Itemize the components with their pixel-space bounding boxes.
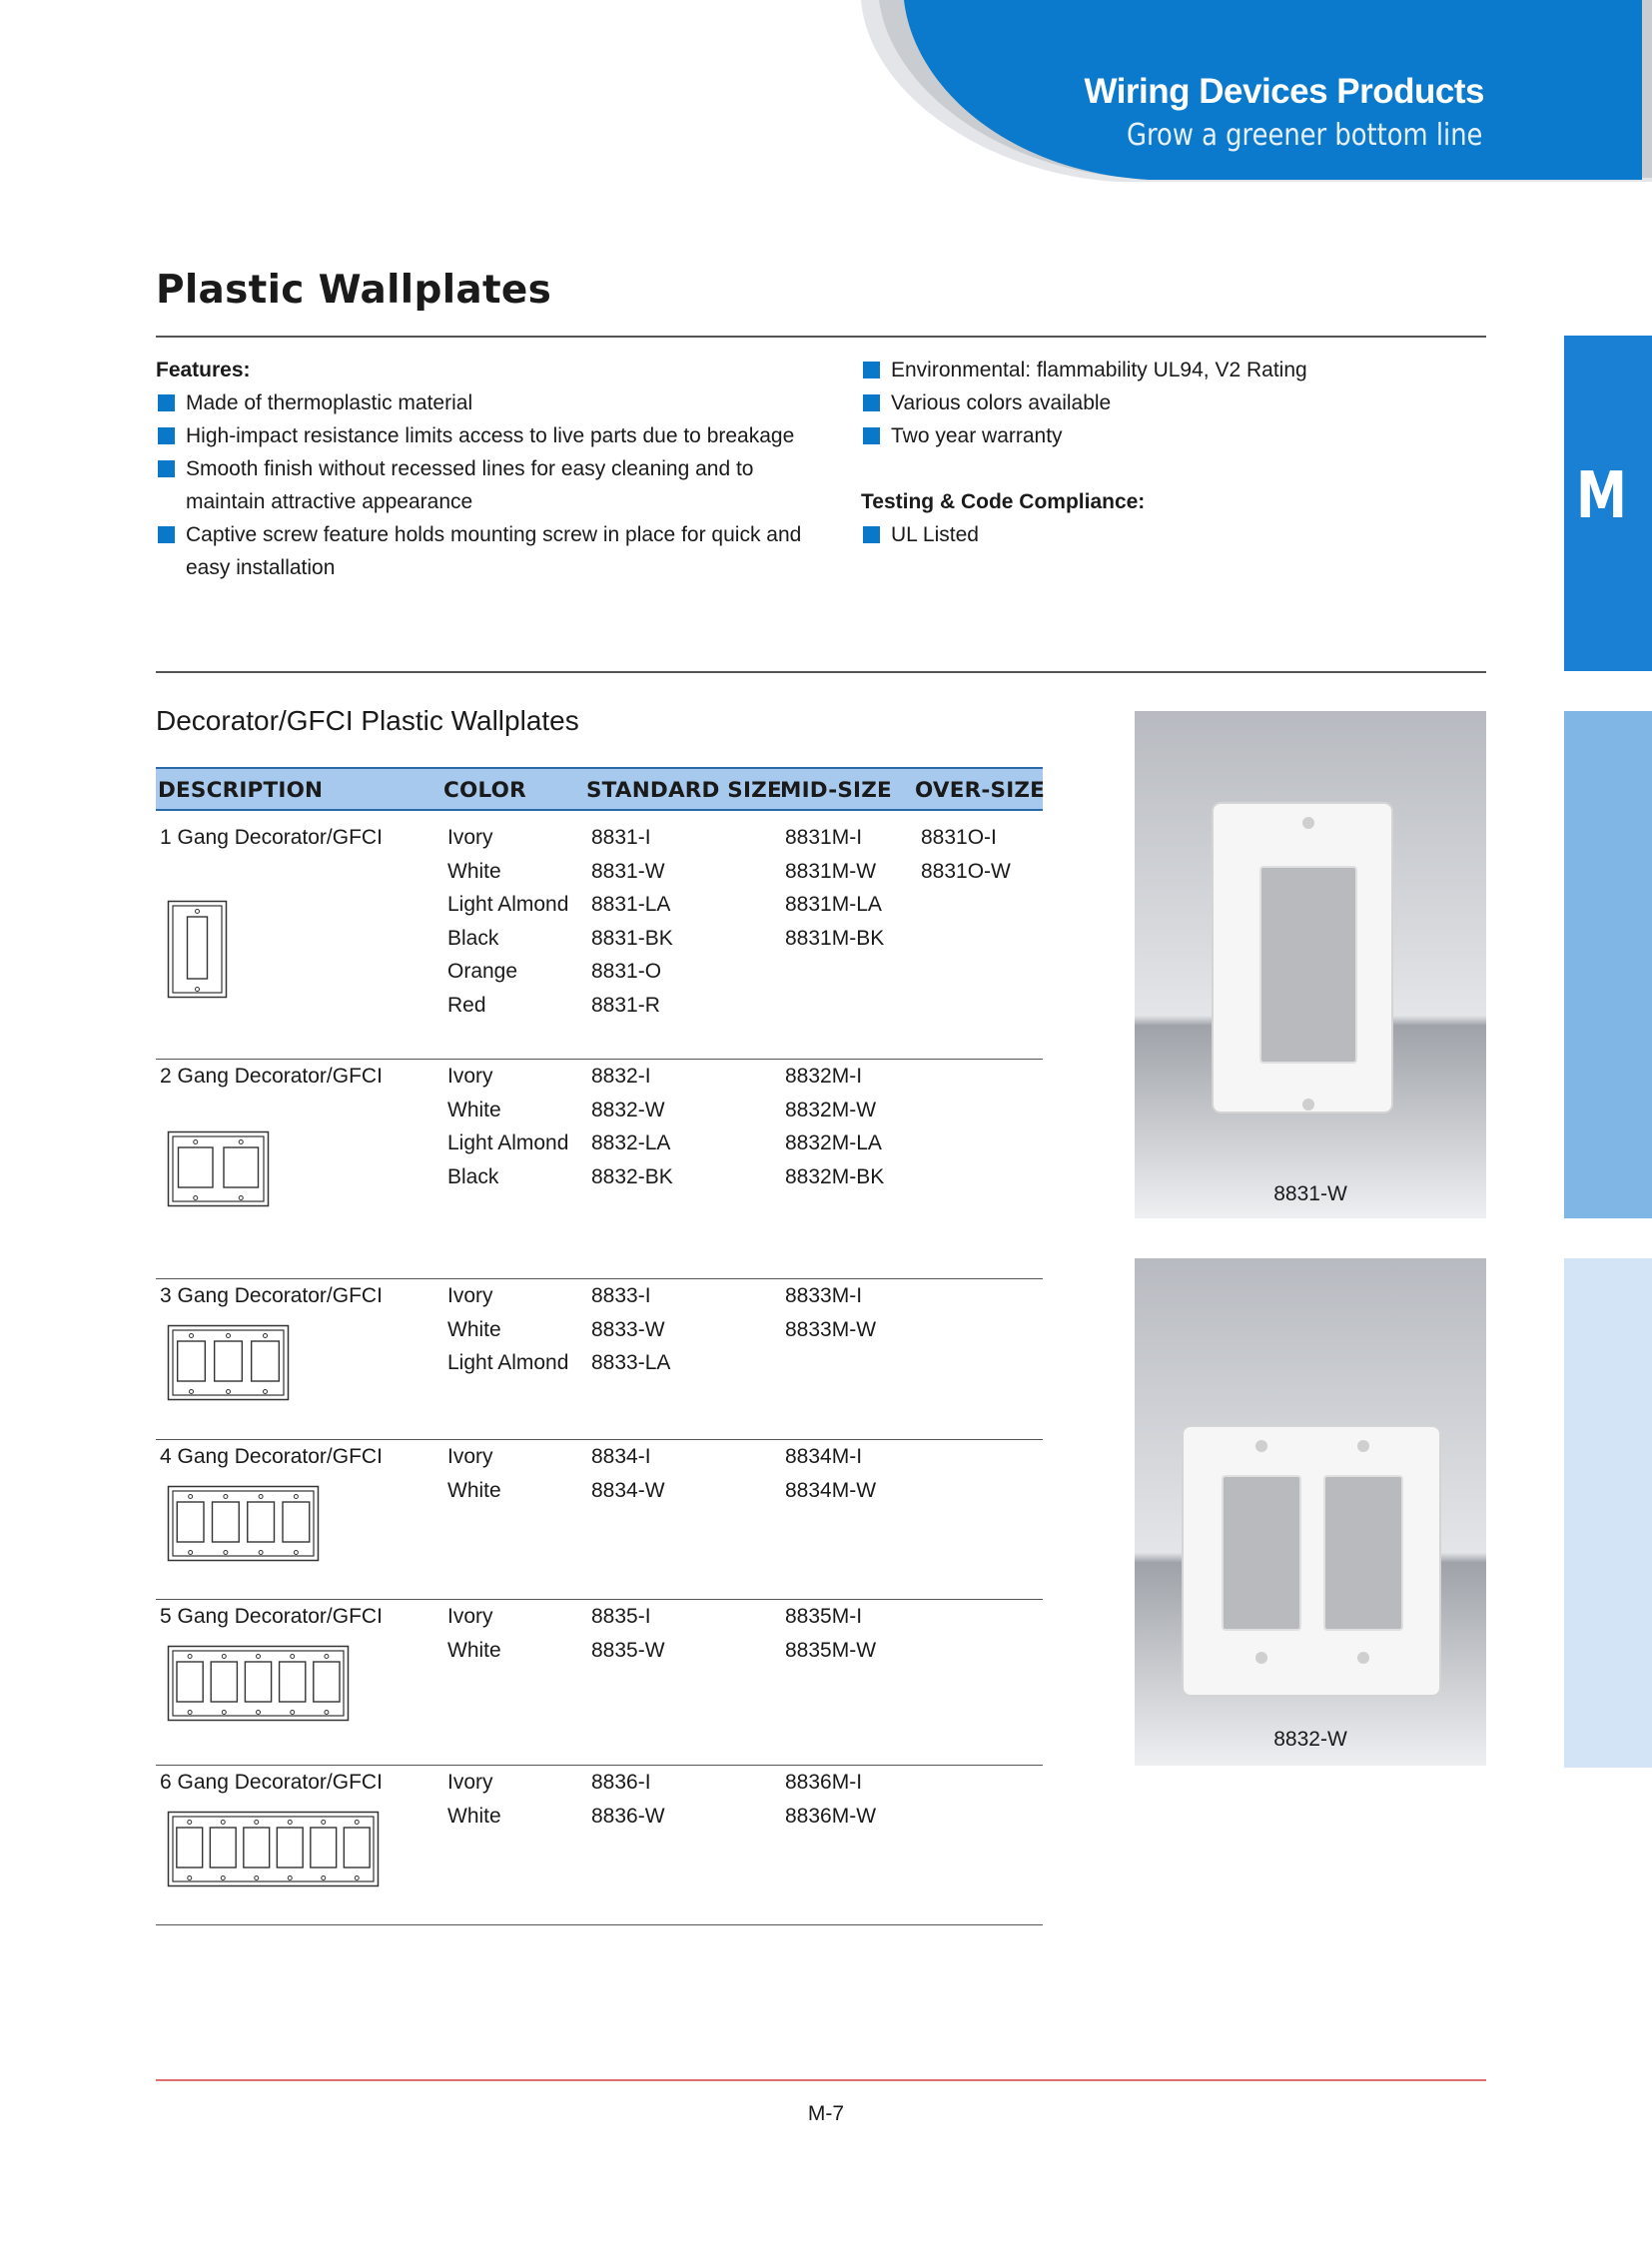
feature-item xyxy=(156,518,815,584)
row-divider xyxy=(156,1059,1043,1060)
header-title: Wiring Devices Products xyxy=(1084,72,1484,111)
cell-standard: 8831-LA xyxy=(591,893,671,916)
table-header xyxy=(156,767,1046,811)
feature-item xyxy=(156,419,815,452)
cell-mid: 8835M-W xyxy=(785,1638,877,1662)
cell-over: 8831O-W xyxy=(921,859,1011,883)
cell-mid: 8832M-I xyxy=(785,1065,863,1088)
features-right xyxy=(861,354,1480,551)
photo-caption-2: 8832-W xyxy=(1273,1728,1347,1751)
cell-mid: 8832M-W xyxy=(785,1098,877,1121)
cell-color: Orange xyxy=(447,960,518,983)
cell-color: Light Almond xyxy=(447,1131,569,1154)
bullet-square-icon xyxy=(863,427,880,444)
row-description: 6 Gang Decorator/GFCI xyxy=(160,1771,383,1794)
feature-item xyxy=(861,419,1480,452)
photo-caption-1: 8831-W xyxy=(1273,1182,1347,1205)
cell-standard: 8834-I xyxy=(591,1445,651,1468)
footer-rule xyxy=(156,2079,1486,2081)
cell-color: Black xyxy=(447,926,499,950)
cell-over: 8831O-I xyxy=(921,826,997,849)
bullet-square-icon xyxy=(158,394,175,411)
bullet-square-icon xyxy=(158,526,175,543)
compliance-heading: Testing & Code Compliance: xyxy=(861,490,1146,513)
features-heading: Features: xyxy=(156,359,251,381)
cell-standard: 8836-I xyxy=(591,1771,651,1794)
page-title: Plastic Wallplates xyxy=(156,268,552,313)
cell-color: Ivory xyxy=(447,1445,493,1468)
cell-mid: 8832M-LA xyxy=(785,1131,882,1154)
features-divider xyxy=(156,671,1486,673)
cell-color: Ivory xyxy=(447,1284,493,1307)
cell-mid: 8836M-W xyxy=(785,1804,877,1828)
cell-standard: 8835-W xyxy=(591,1638,665,1662)
cell-color: White xyxy=(447,1638,501,1662)
cell-standard: 8831-W xyxy=(591,859,665,883)
cell-standard: 8833-LA xyxy=(591,1351,671,1374)
feature-text: High-impact resistance limits access to live parts due to breakage xyxy=(186,424,795,447)
cell-color: Light Almond xyxy=(447,1351,569,1374)
bullet-square-icon xyxy=(158,460,175,477)
row-divider xyxy=(156,1278,1043,1279)
feature-item xyxy=(156,386,815,419)
feature-item xyxy=(861,354,1480,386)
row-description: 3 Gang Decorator/GFCI xyxy=(160,1284,383,1307)
header-color: COLOR xyxy=(443,778,526,803)
cell-color: Red xyxy=(447,993,486,1017)
row-description: 2 Gang Decorator/GFCI xyxy=(160,1065,383,1088)
row-divider xyxy=(156,1765,1043,1766)
features-left xyxy=(156,354,815,584)
product-photo-1gang xyxy=(1135,711,1486,1218)
cell-mid: 8833M-I xyxy=(785,1284,863,1307)
cell-standard: 8832-LA xyxy=(591,1131,671,1154)
header-standard-size: STANDARD SIZE xyxy=(586,778,782,803)
side-tab-letter: M xyxy=(1576,459,1627,533)
cell-mid: 8831M-BK xyxy=(785,926,885,950)
cell-standard: 8831-I xyxy=(591,826,651,849)
feature-text: Environmental: flammability UL94, V2 Rating xyxy=(891,359,1307,381)
feature-text: Made of thermoplastic material xyxy=(186,391,473,414)
feature-item xyxy=(156,452,815,518)
feature-text: Smooth finish without recessed lines for easy cleaning and to maintain attractive appearance xyxy=(186,457,754,513)
cell-color: Light Almond xyxy=(447,893,569,916)
compliance-text: UL Listed xyxy=(891,523,979,546)
feature-item xyxy=(861,386,1480,419)
bullet-square-icon xyxy=(863,526,880,543)
3-gang-plate-icon xyxy=(167,1324,291,1402)
cell-standard: 8831-O xyxy=(591,960,662,983)
cell-color: White xyxy=(447,859,501,883)
cell-standard: 8831-R xyxy=(591,993,660,1017)
cell-color: Ivory xyxy=(447,826,493,849)
cell-color: White xyxy=(447,1478,501,1502)
cell-standard: 8834-W xyxy=(591,1478,665,1502)
page-number: M-7 xyxy=(807,2102,845,2125)
cell-color: White xyxy=(447,1098,501,1121)
cell-color: Ivory xyxy=(447,1771,493,1794)
2-gang-plate-icon xyxy=(167,1130,271,1208)
cell-standard: 8833-I xyxy=(591,1284,651,1307)
cell-standard: 8836-W xyxy=(591,1804,665,1828)
bullet-square-icon xyxy=(863,394,880,411)
header-mid-size: MID-SIZE xyxy=(780,778,892,803)
cell-standard: 8832-I xyxy=(591,1065,651,1088)
cell-mid: 8831M-W xyxy=(785,859,877,883)
compliance-item xyxy=(861,518,1480,551)
cell-standard: 8832-BK xyxy=(591,1164,673,1188)
4-gang-plate-icon xyxy=(167,1485,321,1563)
cell-standard: 8832-W xyxy=(591,1098,665,1121)
cell-mid: 8834M-W xyxy=(785,1478,877,1502)
feature-text: Captive screw feature holds mounting screw in place for quick and easy installation xyxy=(186,523,802,579)
row-divider xyxy=(156,1439,1043,1440)
row-divider xyxy=(156,1924,1043,1925)
cell-mid: 8831M-LA xyxy=(785,893,882,916)
feature-text: Various colors available xyxy=(891,391,1112,414)
6-gang-plate-icon xyxy=(167,1811,381,1888)
feature-text: Two year warranty xyxy=(891,424,1063,447)
side-tab-bottom xyxy=(1564,1258,1652,1768)
cell-color: Ivory xyxy=(447,1065,493,1088)
header-subtitle: Grow a greener bottom line xyxy=(1126,118,1482,153)
cell-color: White xyxy=(447,1317,501,1341)
cell-mid: 8836M-I xyxy=(785,1771,863,1794)
cell-standard: 8835-I xyxy=(591,1605,651,1628)
cell-mid: 8833M-W xyxy=(785,1317,877,1341)
product-photo-2gang xyxy=(1135,1258,1486,1766)
row-divider xyxy=(156,1599,1043,1600)
row-description: 4 Gang Decorator/GFCI xyxy=(160,1445,383,1468)
bullet-square-icon xyxy=(158,427,175,444)
cell-mid: 8834M-I xyxy=(785,1445,863,1468)
cell-mid: 8835M-I xyxy=(785,1605,863,1628)
side-tab-middle xyxy=(1564,711,1652,1218)
row-description: 5 Gang Decorator/GFCI xyxy=(160,1605,383,1628)
5-gang-plate-icon xyxy=(167,1645,351,1723)
bullet-square-icon xyxy=(863,362,880,378)
cell-standard: 8833-W xyxy=(591,1317,665,1341)
cell-mid: 8831M-I xyxy=(785,826,863,849)
cell-mid: 8832M-BK xyxy=(785,1164,885,1188)
header-over-size: OVER-SIZE xyxy=(915,778,1046,803)
section-title: Decorator/GFCI Plastic Wallplates xyxy=(156,705,579,736)
cell-color: White xyxy=(447,1804,501,1828)
cell-standard: 8831-BK xyxy=(591,926,673,950)
cell-color: Black xyxy=(447,1164,499,1188)
header-description: DESCRIPTION xyxy=(158,778,324,803)
row-description: 1 Gang Decorator/GFCI xyxy=(160,826,383,849)
1-gang-plate-icon xyxy=(167,900,229,1000)
cell-color: Ivory xyxy=(447,1605,493,1628)
title-divider xyxy=(156,336,1486,338)
